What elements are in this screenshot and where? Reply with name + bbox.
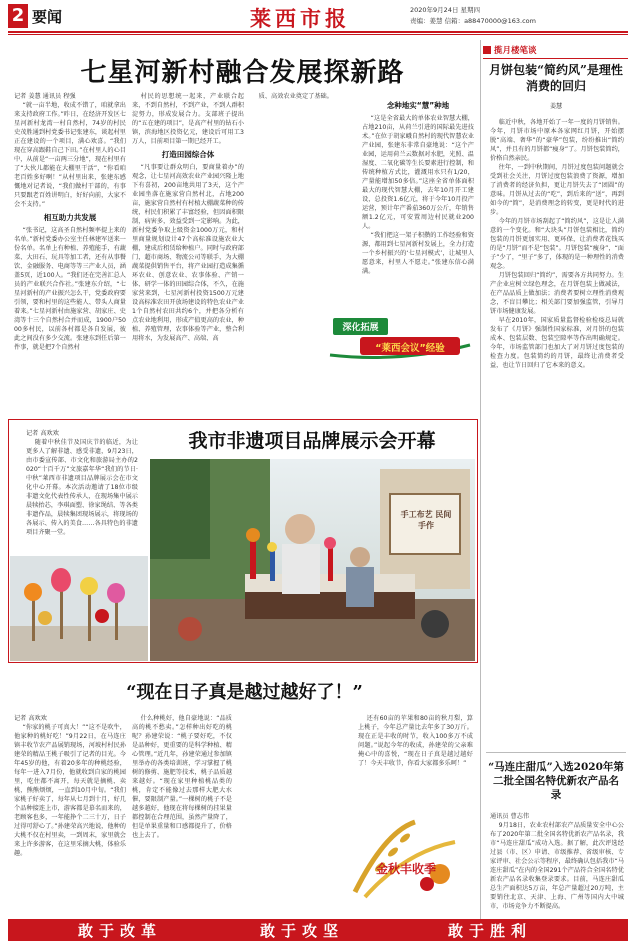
promo-text-1: 深化拓展 [342,323,379,333]
commentary-paragraph: 今年的月饼市场刮起了“简约风”，这是让人满意的一个变化。和“大块头”月饼包装相比，简约包装的月饼更加实用、更环保，让消费者花钱买的是“月饼”而不是“包装”。月饼包装“瘦身”，“面子”少了，“里子”多了，体现的是一种理性的消费观念。 [490,218,624,270]
article1-column-4 [362,92,474,276]
commentary-author: 姜慧 [549,103,563,110]
article1-byline: 记者 姜慧 通讯员 程强 [14,93,76,100]
article2-paragraph: 随着中秋佳节及国庆节的临近，为让更多人了解非遗、感受非遗，9月23日，由市委宣传部、市文化和旅游局主办的2020“十百千万”文旅嘉年华“我们的节日·中秋”莱西市非遗项目品牌展示会在市文化中心开幕。本次活动邀请了18位市级非遗文化代表性传承人，在现场集中展示晨犊抬芯，李琪面塑、徐家绳结、等各类非遗作品，晨犊集团现场展示，将现场的各展示、传入的美食……各具特色的非遗项目齐聚一堂。 [26,439,138,536]
sugar-figures-photo-icon [10,556,148,661]
article1-headline: 七星河新村融合发展探新路 [80,58,405,88]
melon-body [490,812,624,911]
article2-photo-small [10,556,148,661]
commentary-body [490,118,624,370]
article1-paragraph: “我们把这一架子积攒的工作经验和资源，都用到七星河新村发展上，全力打造一个乡村振兴的‘七星河模式’，让城里人愿意来，村里人不愿走。”张建东信心满满。 [362,232,474,275]
article1-paragraph: 村民的思想统一起来，产业联合起来，不到自然村，不到产业，不到人群积淀努力，形成发展合力。支部班子提出的“五在建的项目”，是高产村里的钻石小镇，滨海地区投资亿元，建设后可用工3万人，目前项目第一期已经开工。 [132,93,244,145]
article1-paragraph: “这是全省最大的单体农业智慧大棚，占地210亩，从荷兰引进的国际最先进技术。”在位于胡家峨自然村的现代智慧农业产业园，张建东非常自豪地说：“这个产业园，运用荷兰云数据对水肥，光照、温湿度、二氧化碳等生长要素进行控制，和传统种植方式比，灌溉用水只有1/20，产量能增加50多倍。”这座全省单体面积最大的现代智慧大棚，去年10月开工建设，总投资1.6亿元，将于今年10月投产运营，预计年产番茄360万公斤，年销售额1.2亿元，可安置周边村民就业200人。 [362,115,474,230]
article1-paragraph: “就一亩半地，收成不错了，咱就拿出来支持政府工作。”昨日，在经济开发区七星河新村龙湾一村自然村，74岁的村民史茂胜通到村党委书记张建东，谈起村里正在建设的一个项目，满心欢喜。“我们现在穿高跟鞋自己下田。”在村里人的心目中，从前是“一亩两三分地”，现在村里有了“大伙儿都能在大棚里干活”，“你看咱老百姓多好啊！”从村里出来，张建东感慨地对记者说，“我们做村干部的，有事只要跟老百姓讲明白，好好向前，大家不会不支持。” [14,102,126,208]
article1-paragraph: “凡事要让群众明白，要商量着办”的观念，让七星河高效农业产业园兴隆上地下有喜初，200亩地共用了3天，这个产业园坐落在施家营自然村北，占地200亩，施家营自然村有村植大棚蔬菜种的传统，村民们积累了丰富经验，但因面积限制，病害多，效益受到一定影响。为此，新村党委争取上级资金1000万元，和村里商量规划设计47个高标准设施农业大棚，建成后租赁给种植户。同时与政府部门，超市商场、物流公司等联手，为大棚蔬菜提供销售平台，将产业园打造成集循环农业、创意农业、农事体验、产销一体、研学一体的田园综合体，不久，在施家营来到，七星河新村投资1500万元建设高标准农田开放场建设的特色农业产业1个自然村农田共约6个，并把各分析有点农业地利用，形成产值更高的农业，种植、养殖管理，农事体验等产业，整合利用将水，为发展高产、高端、高 [132,164,244,342]
melon-headline: “马连庄甜瓜”入选2020年第二批全国名特优新农产品名录 [488,761,624,801]
article1-paragraph: 质、高效农业奠定了基础。 [258,93,333,100]
footer-slogan-1: 敢于改革 [78,922,163,940]
column-tag [483,44,628,59]
article3-column-3 [358,714,473,768]
article1-column-1 [14,92,126,352]
commentary-paragraph: 往年，一到中秋期间，月饼过度包装问题就会受到社会关注，月饼过度包装浪费了资源，增加了消费者的经济负担，更让月饼失去了“团圆”的意味。月饼从过去的“吃”，到后来的“送”，再到如今的“简”，是消费理念的转变，更是时代的进步。 [490,164,624,216]
column-tag-label: 揽月楼笔谈 [494,46,537,56]
article3-byline: 记者 高欢欢 [14,715,47,722]
right-column-divider [486,752,626,753]
tag-square-icon [483,46,491,54]
section-title: 要闻 [32,8,63,26]
commentary-paragraph: 临近中秋，各地开始了一年一度的月饼销售。今年，月饼市场中原本各家网红月饼，开始摆脱“高端、奢华”的“豪华”包装，纷纷推出“简约风”，并且有的月饼都“瘦身”了。月饼包装简约，价格自然亲民。 [490,119,624,162]
article3-headline: “现在日子真是越过越好了！” [126,682,363,703]
commentary-headline: 月饼包装“简约风”是理性消费的回归 [489,63,623,93]
article2-headline: 我市非遗项目品牌展示会开幕 [188,430,436,452]
melon-paragraph: 9月18日，农业农村部农产品质量安全中心公布了2020年第二批全国名特优新农产品名录，我市“马连庄甜瓜”成功入选。据了解，此次评选经过县（市、区）申请、市级推荐、省级审核、专家评审、社会公示等程序，最终确认包括我市“马连庄甜瓜”在内的全国291个产品符合全国名特优新农产品名录收集登录要求。目前，马连庄甜瓜总生产面积达5万亩，年总产量超过20万吨，主要销往北京、天津、上海、广州等国内大中城市，市场竞争力不断提高。 [490,822,624,910]
article3-paragraph: 还有60亩的苹果和80亩的秋月梨，算上桃子，今年总产量比去年多了30万斤。现在正是丰收的时节，收入100多万不成问题。”说起今年的收成，孙建荣的父亲难掩心中的喜悦，“现在日子真是越过越好了！今天丰收节，你看大家都多乐呵！” [358,715,473,767]
footer-slogan-3: 敢于胜利 [448,922,533,940]
article3-paragraph: 什么种桃好，他自豪地说：“品质高的桃不愁卖。”怎样种出好吃的桃呢？孙建荣说：“桃子要好吃，不仅是品种好，更重要的是科学种植、精心管理。”近几年，孙建荣通过参加镇里举办的各类培训班，学习掌握了桃树的修剪、施肥等技术，桃子品质越来越好。“现在家里种植桃品类的桃，肯定不能像过去那样大肥大水催，要限制产量。”一棵树的桃子不是越多越好，他现在将每棵树的挂果量都控制在合理范围，虽然产量降了，但是单果重量和口感都提升了，价格也上去了。 [132,715,232,839]
article1-subhead: 相互助力共发展 [43,213,97,222]
article1-subhead: 打造田园综合体 [161,150,215,159]
issue-date: 2020年9月24日 星期四 [410,6,481,14]
paper-logo: 莱西市报 [250,6,350,31]
column-divider [480,40,481,920]
footer-slogan-2: 敢于攻坚 [260,922,345,940]
article3-paragraph: “你家的桃子可真大！”“这不是吹牛，他家种的桃好吃！”9月22日，在马连庄镇丰收节农产品展销现场，河坡村村民孙建荣的精品王桃子吸引了记者的目光。今年45岁的他，有着20多年的种桃经验，每年一进入7月份，他就收到自家的桃园里，吃住都不离开，每天就是摘桃、卖桃，熊熊烦烦，一直到10月中旬。“我们家桃子好卖了，每年从七月到十月，好几个品种接连上市，游客都是慕名而来的，老顾客也多，一年能挣个二三十万，日子过得可舒心了。”孙建荣高兴地说，他种的大桃不仅在村里卖，一到周末，家里就会来上许多游客，在这里采摘大桃，体验乐趣。 [14,724,126,857]
article2-text [26,429,138,537]
header-rule [8,31,628,33]
photo-sign-text: 手工布艺 民间手作 [400,509,452,530]
editor-info: 责编：姜慧 信箱：a88470000@163.com [410,17,536,25]
melon-byline: 通讯员 曹志伟 [490,813,530,820]
page-number: 2 [8,4,28,28]
article1-column-2 [132,92,244,343]
article1-subhead: 念种地实“慧”种地 [386,101,450,110]
event-photo-icon [150,459,475,661]
article1-paragraph: “张书记，这高圣自然村频率提上来的名单。”新村党委办公室主任林建军送来一份名单。名单上有种植、养殖能手，有蔬菜、大田石、玩具等加工者，还有从事餐饮、金融服务、电商等等三产业人员，涵盖5页，近100人。“我们还在完善汇总人员的产业联兴合作社。”张建东介绍，“七星河新村的产业振兴怎么干，党委政府要引领，要和村里的这些能人、带头人商量着来。”七星河新村由施家营、胡家庄、史湾等十三个自然村合并而成，1900户5000多村民，以前各村都是各自发展，彼此之间没有多少交流。张建东到任后第一件事，就是把7个自然村 [14,227,126,351]
commentary-paragraph: 早在2010年，国家质量监督检验检疫总局就发布了《月饼》强制性国家标准，对月饼的包装成本、包装层数、包装空隙率等作出明确规定。今年，市场监管部门也加大了对月饼过度包装的检查力度。包装简约的月饼，最终让消费者受益，也让节日回归了它本来的意义。 [490,317,624,369]
promo-text-2: “莱西会议”经验 [375,343,445,354]
commentary-paragraph: 月饼包装回归“简约”，需要各方共同努力。生产企业应树立绿色理念，在月饼包装上做减法，在产品品质上做加法；消费者要树立理性消费观念，不盲目攀比；相关部门要加强监管，引导月饼市场健康发展。 [490,272,624,315]
harvest-badge-text: 金秋丰收季 [375,862,436,876]
harvest-badge [345,812,475,904]
article2-photo-main [150,459,475,661]
article2-byline: 记者 高欢欢 [26,430,59,437]
article3-column-1 [14,714,126,858]
harvest-wheat-icon [345,812,475,904]
footer-banner [8,919,628,941]
header-rule-thin [8,34,628,35]
promo-graphic [325,315,475,360]
article3-column-2 [132,714,347,840]
